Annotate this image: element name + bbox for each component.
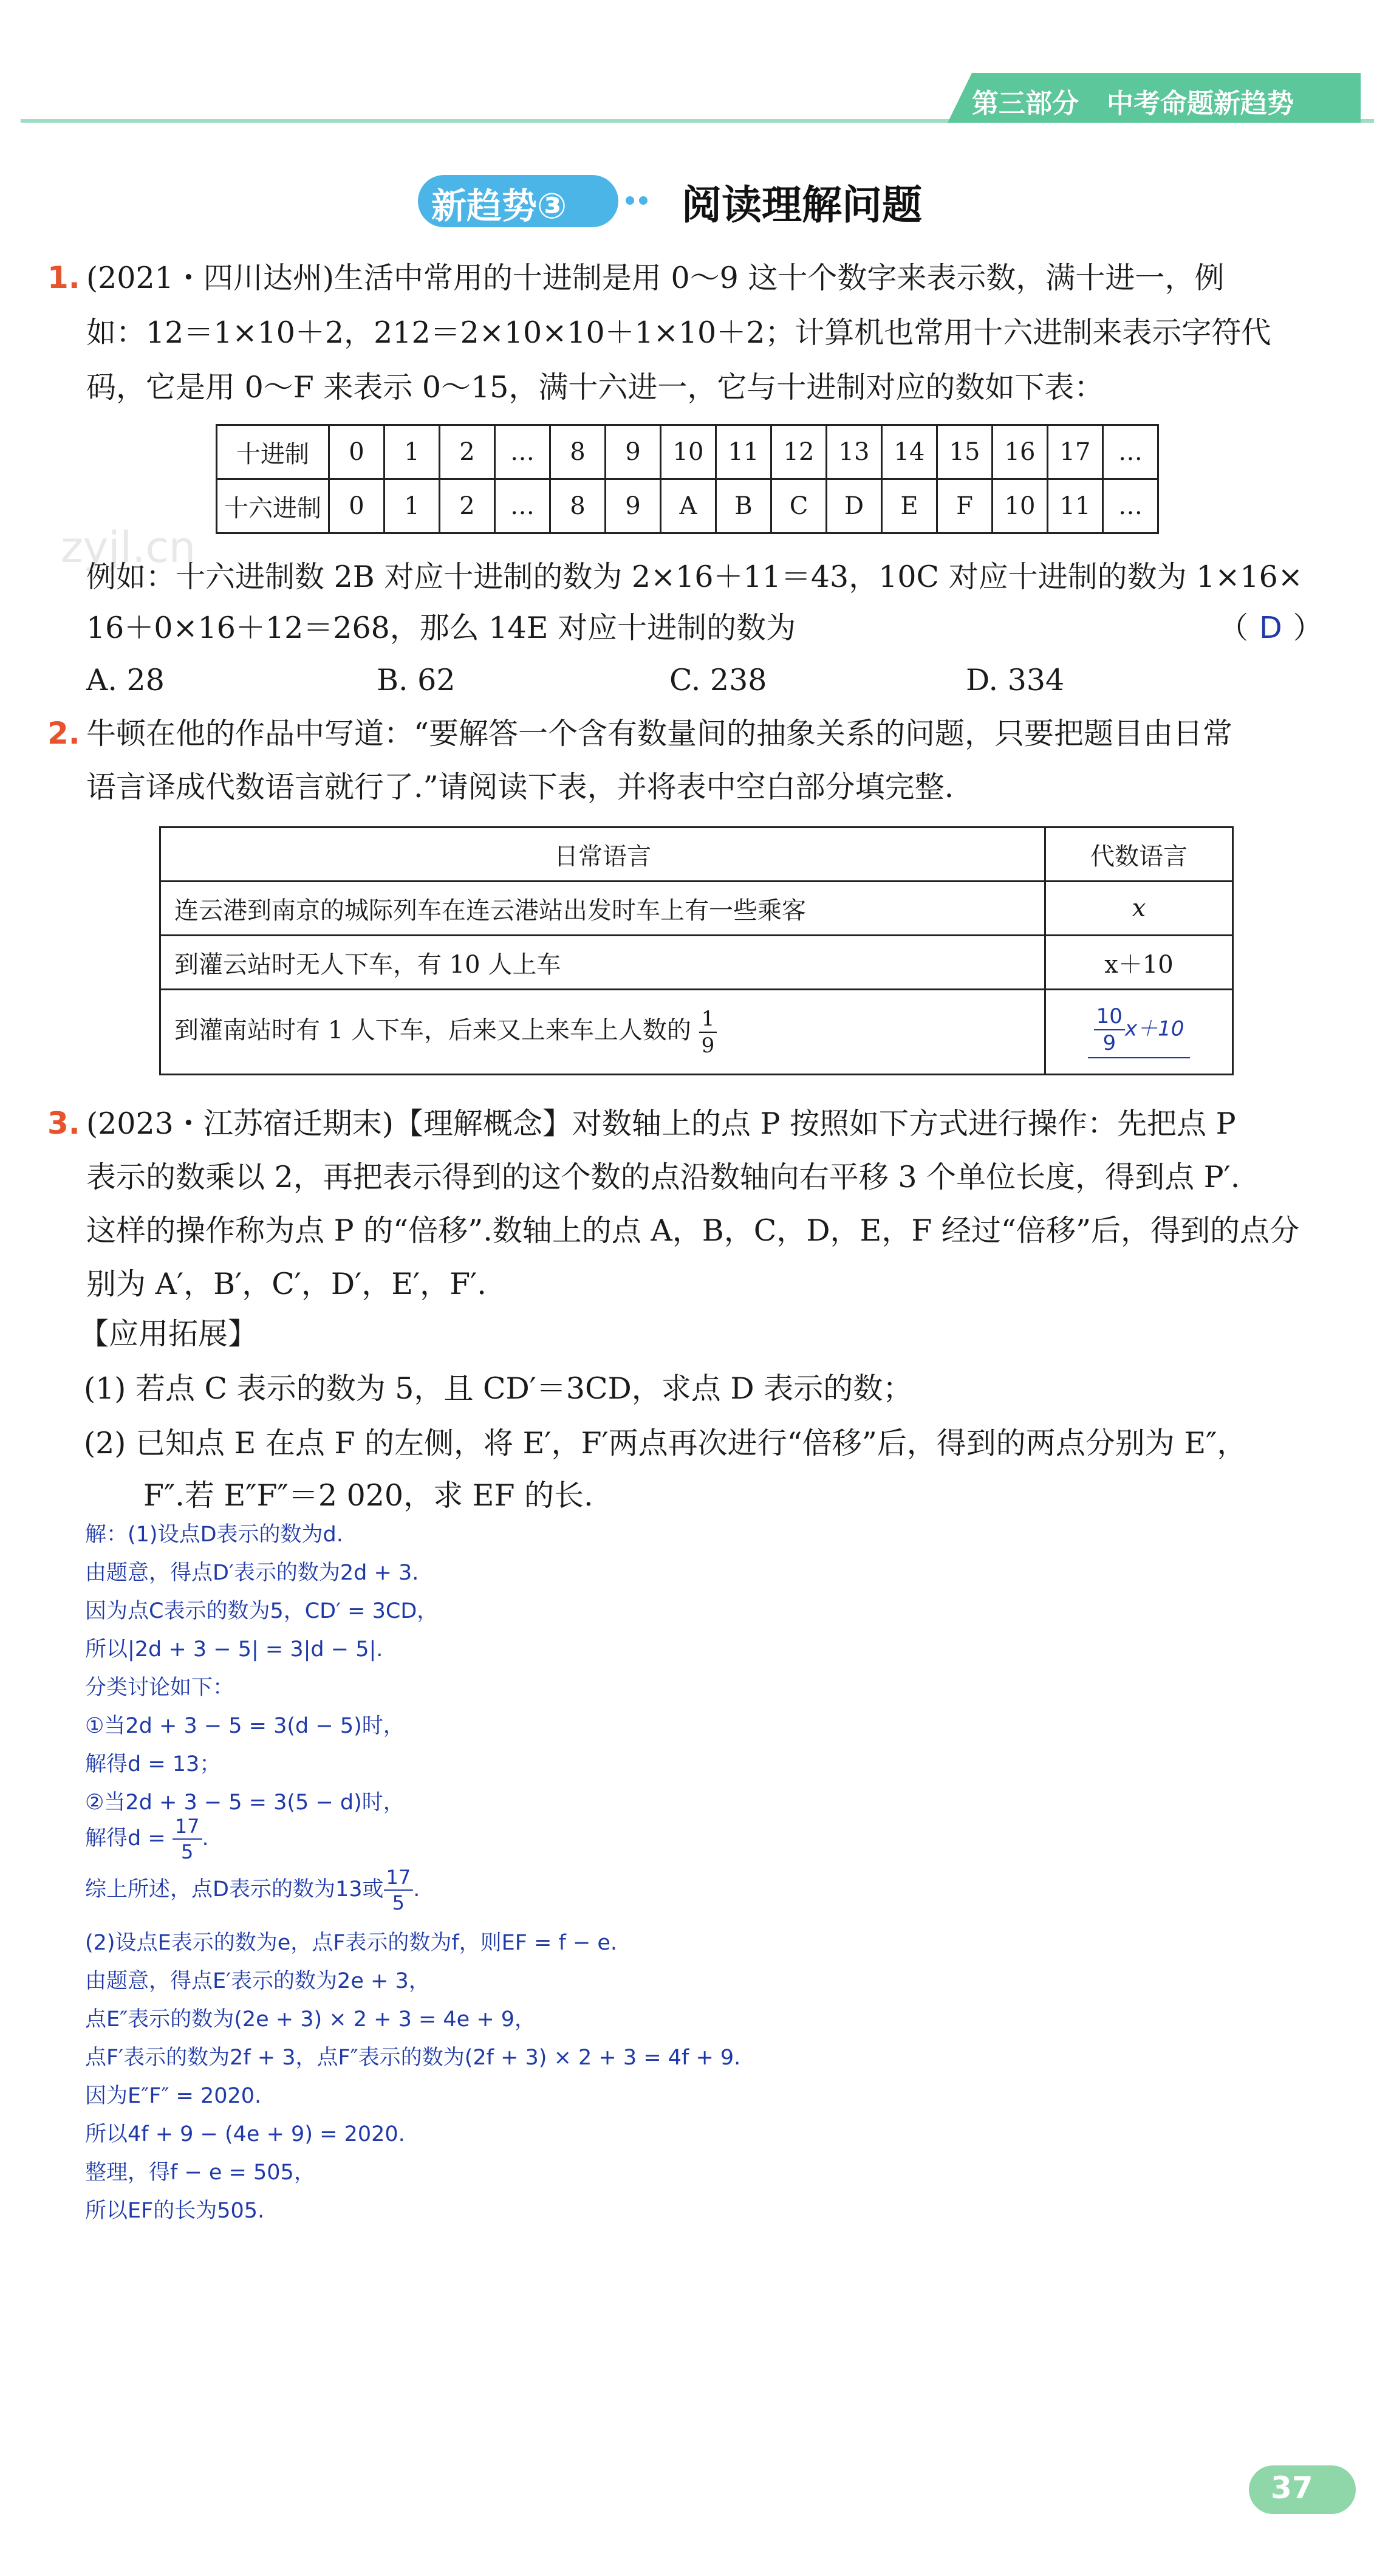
solution-line: 点E″表示的数为(2e + 3) × 2 + 3 = 4e + 9， [85,2007,536,2032]
bracket-close: ） [1293,611,1323,645]
answer-tail: x＋10 [1124,1016,1184,1041]
table-cell: 到灌云站时无人下车，有 10 人上车 [160,936,1045,990]
q1-after-2: 16＋0×16＋12＝268，那么 14E 对应十进制的数为 [86,611,796,645]
solution-tail: . [413,1877,420,1902]
header-section: 第三部分 [972,88,1079,119]
table-cell: 14 [882,425,937,479]
q2-line-1: 牛顿在他的作品中写道：“要解答一个含有数量间的抽象关系的问题，只要把题目由日常 [86,716,1233,751]
table-cell: 10 [661,425,716,479]
header-label [972,81,1294,120]
q1-line-2: 如：12＝1×10＋2，212＝2×10×10＋1×10＋2；计算机也常用十六进制来表示字符代 [86,315,1271,350]
solution-line: 因为点C表示的数为5，CD′ = 3CD， [85,1599,439,1623]
language-table [159,826,1234,1075]
table-cell: 十进制 [217,425,329,479]
table-cell [160,990,1045,1075]
table-cell: 1 [385,479,440,533]
numerator: 17 [173,1817,202,1840]
table-cell: 17 [1048,425,1103,479]
table-cell: 11 [1048,479,1103,533]
q2-line-2: 语言译成代数语言就行了.”请阅读下表，并将表中空白部分填完整. [86,770,954,804]
table-cell: 2 [440,425,495,479]
table-cell: 16 [993,425,1048,479]
table-cell: x＋10 [1045,936,1233,990]
q3-part-1: (1) 若点 C 表示的数为 5，且 CD′＝3CD，求点 D 表示的数； [84,1371,913,1406]
table-cell: 8 [550,425,606,479]
numerator: 17 [384,1868,414,1891]
table-cell: F [937,479,993,533]
table-cell: 12 [771,425,827,479]
table-cell: 0 [329,479,385,533]
table-cell: 8 [550,479,606,533]
solution-line: ②当2d + 3 − 5 = 3(5 − d)时， [85,1790,405,1815]
solution-line: 因为E″F″ = 2020. [85,2084,262,2108]
table-cell: C [771,479,827,533]
solution-text: 综上所述，点D表示的数为13或 [85,1877,384,1902]
table-cell: … [1103,479,1158,533]
denominator: 5 [180,1840,194,1863]
q1-option-a: A. 28 [86,663,165,697]
table-row [217,425,1158,479]
q1-answer: D [1259,611,1282,645]
table-header: 日常语言 [160,827,1045,882]
table-cell: 连云港到南京的城际列车在连云港站出发时车上有一些乘客 [160,882,1045,936]
denominator: 5 [392,1891,405,1914]
q3-part-2a: (2) 已知点 E 在点 F 的左侧，将 E′，F′两点再次进行“倍移”后，得到的两点分别为 E″， [84,1426,1247,1461]
page-title: 阅读理解问题 [682,182,922,228]
solution-line: 解：(1)设点D表示的数为d. [85,1523,343,1547]
table-cell: 十六进制 [217,479,329,533]
table-cell: 10 [993,479,1048,533]
table-cell: A [661,479,716,533]
table-cell: 15 [937,425,993,479]
title-badge: 新趋势③ [431,185,567,227]
solution-line: 整理，得f − e = 505， [85,2160,315,2185]
q1-number: 1. [47,260,80,295]
solution-line: 由题意，得点D′表示的数为2d + 3. [85,1561,419,1585]
table-cell: D [827,479,882,533]
q3-apply-heading: 【应用拓展】 [79,1317,258,1351]
q3-line-1: (2023・江苏宿迁期末)【理解概念】对数轴上的点 P 按照如下方式进行操作：先把点 P [86,1106,1236,1141]
table-cell: … [1103,425,1158,479]
table-cell: 2 [440,479,495,533]
denominator: 9 [1102,1030,1116,1055]
q3-number: 3. [47,1106,80,1141]
fraction [384,1868,414,1913]
q3-line-4: 别为 A′，B′，C′，D′，E′，F′. [86,1267,487,1301]
table-cell: 9 [606,479,661,533]
q3-part-2b: F″.若 E″F″＝2 020，求 EF 的长. [143,1478,593,1513]
denominator: 9 [701,1033,715,1058]
table-cell: 13 [827,425,882,479]
solution-line: ①当2d + 3 − 5 = 3(d − 5)时， [85,1714,405,1738]
bracket-open: （ [1218,611,1249,645]
fraction [699,1006,717,1058]
watermark: zyjl.cn [61,522,196,572]
q1-line-3: 码，它是用 0～F 来表示 0～15，满十六进一，它与十进制对应的数如下表： [86,370,1104,405]
table-cell: 11 [716,425,771,479]
q3-line-2: 表示的数乘以 2，再把表示得到的这个数的点沿数轴向右平移 3 个单位长度，得到点 P′. [86,1160,1240,1194]
solution-line: (2)设点E表示的数为e，点F表示的数为f，则EF = f − e. [85,1931,618,1955]
solution-line: 解得d = 13； [85,1752,221,1776]
table-cell: 1 [385,425,440,479]
table-cell: … [495,479,550,533]
fraction [1094,1006,1125,1053]
table-row [217,479,1158,533]
page-number: 37 [1271,2470,1313,2506]
q3-line-3: 这样的操作称为点 P 的“倍移”.数轴上的点 A，B，C，D，E，F 经过“倍移”后，得到的点分 [86,1213,1299,1248]
table-cell: x [1045,882,1233,936]
table-cell: 0 [329,425,385,479]
table-cell: 9 [606,425,661,479]
solution-line [85,1817,209,1862]
solution-line: 所以|2d + 3 − 5| = 3|d − 5|. [85,1637,383,1662]
title-dots [626,196,652,207]
q1-option-d: D. 334 [966,663,1065,697]
table-row [160,882,1233,936]
q2-number: 2. [47,716,80,751]
numerator: 1 [699,1009,717,1033]
solution-line: 分类讨论如下： [85,1676,234,1700]
header-subtitle: 中考命题新趋势 [1106,88,1294,119]
q1-after-1: 例如：十六进制数 2B 对应十进制的数为 2×16＋11＝43，10C 对应十进制的数为 1×16× [86,560,1303,594]
solution-line [85,1868,420,1913]
filled-answer [1088,1006,1191,1058]
numerator: 10 [1094,1006,1125,1030]
table-cell: … [495,425,550,479]
row3-text: 到灌南站时有 1 人下车，后来又上来车上人数的 [174,1016,691,1044]
table-cell: E [882,479,937,533]
table-header: 代数语言 [1045,827,1233,882]
solution-line: 所以EF的长为505. [85,2199,265,2223]
table-row [160,990,1233,1075]
table-cell-answer [1045,990,1233,1075]
table-row [160,936,1233,990]
solution-tail: . [202,1826,209,1851]
table-cell: B [716,479,771,533]
solution-line: 所以4f + 9 − (4e + 9) = 2020. [85,2122,405,2146]
solution-text: 解得d = [85,1826,166,1851]
table-row [160,827,1233,882]
q1-answer-bracket [1218,610,1323,646]
q1-line-1: (2021・四川达州)生活中常用的十进制是用 0～9 这十个数字来表示数，满十进一，例 [86,261,1225,295]
solution-line: 由题意，得点E′表示的数为2e + 3， [85,1969,430,1993]
hex-table [216,424,1159,534]
q1-option-b: B. 62 [377,663,456,697]
solution-line: 点F′表示的数为2f + 3，点F″表示的数为(2f + 3) × 2 + 3 = 4f + 9. [85,2046,741,2070]
q1-option-c: C. 238 [669,663,767,697]
fraction [173,1817,202,1862]
